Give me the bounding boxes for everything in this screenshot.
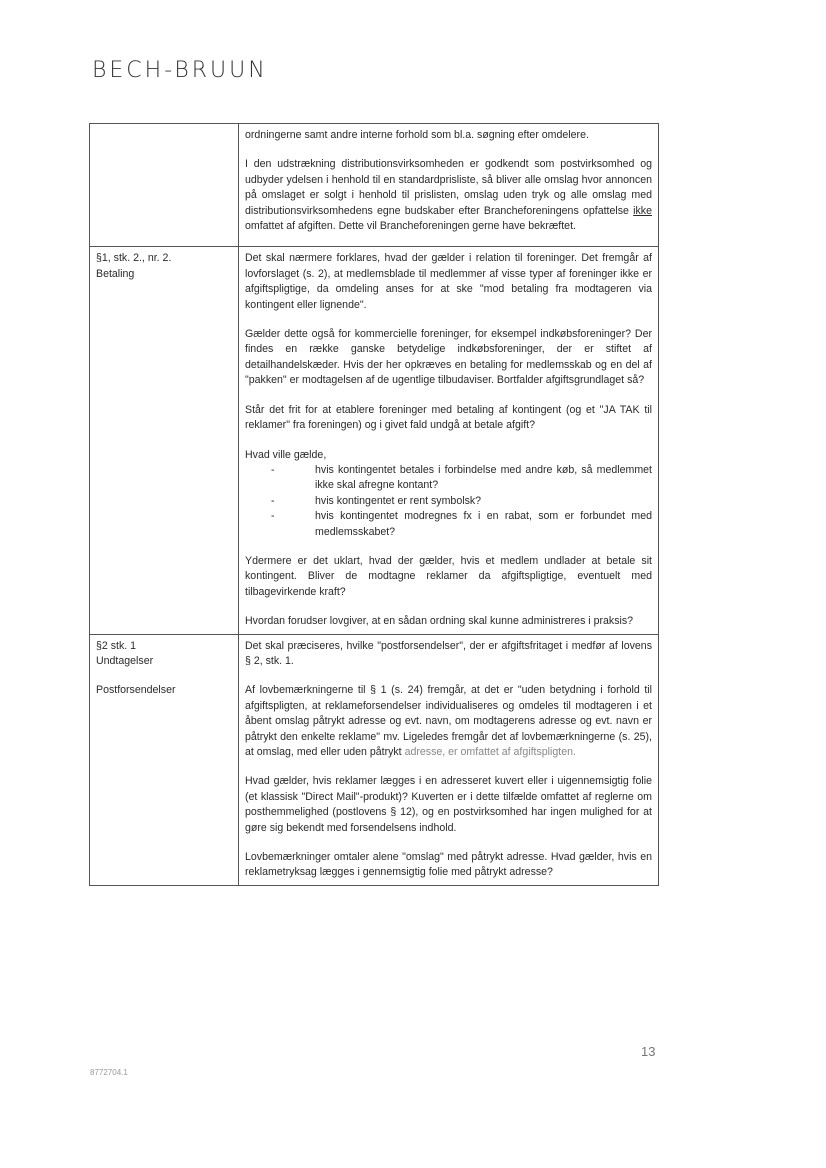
row-content-cell [239,124,659,247]
page-number: 13 [641,1044,656,1059]
paragraph: Af lovbemærkningerne til § 1 (s. 24) fremgår, at det er "uden betydning i forhold til afgiftspligten, at reklameforsendelser individualiseres og omdeles til modtageren i et åbent omslag påtrykt adresse og evt. navn, om modtagerens adresse og evt. navn er påtrykt den enkelte reklame" mv. Ligeledes fremgår det af lovbemærkningerne (s. 25), at omslag, med eller uden påtrykt adresse, er omfattet af afgiftspligten. [245,684,652,758]
list-item: - hvis kontingentet er rent symbolsk? [271,494,482,507]
bullet-list [245,463,652,540]
row-content-cell [239,247,659,634]
list-item: - hvis kontingentet betales i forbindelse med andre køb, så medlemmet ikke skal afregne kontant? [271,463,652,492]
paragraph: ordningerne samt andre interne forhold som bl.a. søgning efter omdelere. [245,129,589,141]
document-id: 8772704.1 [90,1068,128,1077]
paragraph: Står det frit for at etablere foreninger med betaling af kontingent (og et "JA TAK til reklamer" fra foreningen) og i givet fald undgå at betale afgift? [245,403,652,432]
paragraph: Lovbemærkninger omtaler alene "omslag" med påtrykt adresse. Hvad gælder, hvis en reklametryksag lægges i gennemsigtig folie med påtrykt adresse? [245,851,652,879]
section-ref: §2 stk. 1 [96,639,137,652]
paragraph: Gælder dette også for kommercielle foreninger, for eksempel indkøbsforeninger? Der findes en række ganske betydelige indkøbsforeninger, der er stiftet af detailhandelskæder. Hvis der her opkræves en betaling for medlemsskab og en del af "pakken" er modtagelsen af de ugentlige tilbudaviser. Bortfalder afgiftsgrundlaget så? [245,328,652,387]
underlined-word: ikke [633,204,652,217]
paragraph: Det skal nærmere forklares, hvad der gælder i relation til foreninger. Det fremgår af lovforslaget (s. 2), at medlemsblade til medlemmer af visse typer af foreninger ikke er afgiftspligtige, da omdeling anses for at ske "mod betaling fra modtageren via kontingent eller lignende". [245,252,652,311]
paragraph: Hvad gælder, hvis reklamer lægges i en adresseret kuvert eller i uigennemsigtig folie (et klassisk "Direct Mail"-produkt)? Kuverten er i dette tilfælde omfattet af reglerne om posthemmelighed (postlovens § 12), og en postvirksomhed har ingen mulighed for at gøre sig bekendt med forsendelsens indhold. [245,775,652,834]
row-content-cell [239,634,659,885]
faint-text: adresse, er omfattet af afgiftspligten. [404,746,576,758]
paragraph: Hvordan forudser lovgiver, at en sådan ordning skal kunne administreres i praksis? [245,615,634,628]
paragraph: Ydermere er det uklart, hvad der gælder, hvis et medlem undlader at betale sit kontingent. Bliver de modtagne reklamer da afgiftspligtige, eventuelt med tilbagevirkende kraft? [245,554,652,598]
paragraph: Hvad ville gælde, [245,448,327,461]
section-subtitle: Postforsendelser [96,684,176,697]
section-title: Betaling [96,267,135,280]
list-item: - hvis kontingentet modregnes fx i en rabat, som er forbundet med medlemsskabet? [271,510,652,538]
table-row [90,634,659,885]
paragraph: I den udstrækning distributionsvirksomheden er godkendt som postvirksomhed og udbyder ydelsen i henhold til en standardprisliste, så bliver alle omslag hvor annoncen på omslaget er solgt i henhold til prislisten, omslag uden tryk og alle omslag med distributionsvirksomhedens egne budskaber efter Brancheforeningens opfattelse ikke omfattet af afgiften. Dette vil Brancheforeningen gerne have bekræftet. [245,158,652,233]
paragraph: Det skal præciseres, hvilke "postforsendelser", der er afgiftsfritaget i medfør af lovens § 2, stk. 1. [245,639,652,667]
section-ref: §1, stk. 2., nr. 2. [96,252,172,265]
comments-table [89,123,659,886]
table-row [90,247,659,634]
row-label-cell [90,247,239,634]
row-label-cell [90,124,239,247]
table-row [90,124,659,247]
company-logo: BECH-BRUUN [92,58,268,83]
section-title: Undtagelser [96,654,154,667]
row-label-cell [90,634,239,885]
